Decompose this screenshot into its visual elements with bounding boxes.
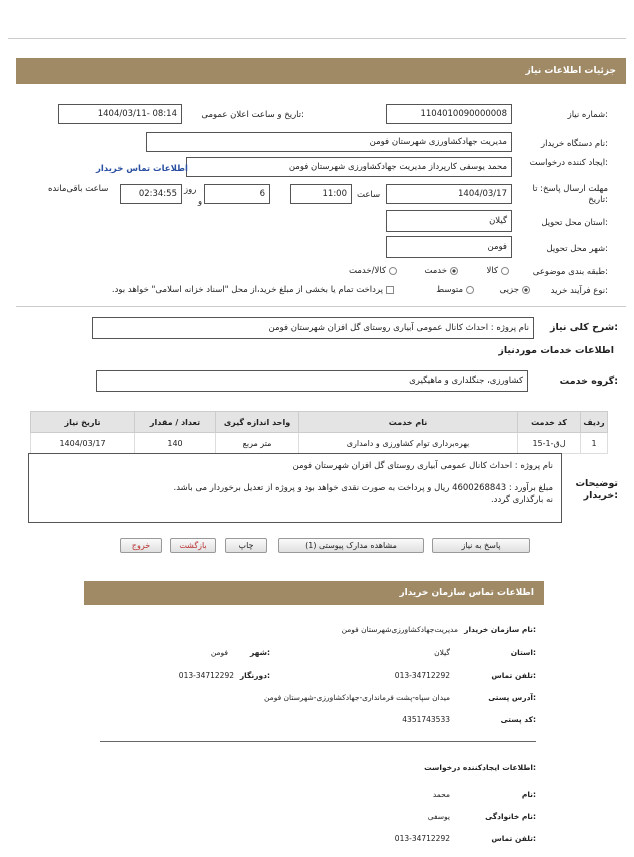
th-name: نام خدمت	[299, 412, 518, 433]
creator-title: اطلاعات ایجادکننده درخواست:	[424, 763, 536, 772]
reply-button[interactable]: پاسخ به نیاز	[432, 538, 530, 553]
divider	[16, 306, 626, 307]
process-option-medium[interactable]: متوسط	[436, 285, 474, 295]
city-label: شهر محل تحویل:	[546, 244, 608, 254]
service-group-field: کشاورزی، جنگلداری و ماهیگیری	[96, 370, 528, 392]
cell-name: بهره‌برداری توام کشاورزی و دامداری	[299, 433, 518, 454]
table-row	[31, 433, 608, 454]
need-number-field: 1104010090000008	[386, 104, 512, 124]
cell-date: 1404/03/17	[31, 433, 135, 454]
process-radio-medium[interactable]	[466, 286, 474, 294]
contact-title: اطلاعات تماس سازمان خریدار	[399, 588, 534, 598]
cell-unit: متر مربع	[216, 433, 299, 454]
need-number-label: شماره نیاز:	[567, 110, 608, 120]
province-label: استان محل تحویل:	[541, 218, 608, 228]
process-label: نوع فرآیند خرید:	[550, 286, 608, 296]
category-radio-both[interactable]	[389, 267, 397, 275]
announce-field: 1404/03/11- 08:14	[58, 104, 182, 124]
treasury-payment-checkbox[interactable]	[386, 286, 394, 294]
creator-last-name-label: نام خانوادگی:	[485, 812, 536, 821]
days-field: 6	[204, 184, 270, 204]
category-label: طبقه بندی موضوعی:	[532, 267, 608, 277]
creator-first-name: محمد	[432, 790, 450, 799]
deadline-label: مهلت ارسال پاسخ: تا تاریخ:	[532, 184, 608, 205]
contact-phone: 013-34712292	[394, 671, 450, 680]
contact-header	[84, 581, 544, 605]
th-date: تاریخ نیاز	[31, 412, 135, 433]
contact-address: میدان سپاه-پشت فرمانداری-جهادکشاورزی-شهرستان فومن	[263, 693, 450, 702]
contact-org: مدیریت‌جهادکشاورزی‌شهرستان فومن	[341, 625, 458, 634]
contact-divider	[100, 741, 536, 742]
contact-postal: 4351743533	[402, 715, 450, 724]
announce-label: تاریخ و ساعت اعلان عمومی:	[201, 110, 304, 120]
city-field: فومن	[386, 236, 512, 258]
contact-phone-label: تلفن تماس:	[491, 671, 536, 680]
time-label: ساعت	[357, 190, 381, 200]
attachments-button[interactable]: مشاهده مدارک پیوستی (1)	[278, 538, 424, 553]
services-table	[30, 411, 608, 454]
buyer-notes-line3: نه بارگذاری گردد.	[490, 495, 553, 505]
cell-code: ل‌ق-1-15	[518, 433, 581, 454]
back-button[interactable]: بازگشت	[170, 538, 216, 553]
category-option-goods[interactable]: کالا	[487, 266, 509, 276]
remaining-label: ساعت باقی‌مانده	[48, 184, 109, 194]
exit-button[interactable]: خروج	[120, 538, 162, 553]
contact-fax: 013-34712292	[178, 671, 234, 680]
days-label: روز	[184, 185, 197, 195]
days-suffix: و	[198, 197, 203, 207]
cell-qty: 140	[135, 433, 216, 454]
category-radio-goods[interactable]	[501, 267, 509, 275]
requester-field: محمد یوسفی کارپرداز مدیریت جهادکشاورزی شهرستان فومن	[186, 157, 512, 177]
buyer-notes-box	[28, 453, 562, 523]
page-title: جزئیات اطلاعات نیاز	[525, 66, 616, 76]
remaining-time-field: 02:34:55	[120, 184, 182, 204]
category-radio-service[interactable]	[450, 267, 458, 275]
services-section-title: اطلاعات خدمات موردنیاز	[498, 345, 614, 356]
th-code: کد خدمت	[518, 412, 581, 433]
category-option-service[interactable]: خدمت	[424, 266, 458, 276]
service-group-label: گروه خدمت:	[559, 376, 618, 387]
th-unit: واحد اندازه گیری	[216, 412, 299, 433]
contact-fax-label: دورنگار:	[239, 671, 270, 680]
creator-first-name-label: نام:	[521, 790, 536, 799]
contact-province: گیلان	[434, 648, 450, 657]
buyer-notes-line1: نام پروژه : احداث کانال عمومی آبیاری روستای گل افزان شهرستان فومن	[292, 461, 553, 471]
province-field: گیلان	[386, 210, 512, 232]
page-header	[16, 58, 626, 84]
treasury-payment-option[interactable]: پرداخت تمام یا بخشی از مبلغ خرید،از محل "اسناد خزانه اسلامی" خواهد بود.	[112, 285, 394, 295]
summary-label: شرح کلی نیاز:	[549, 322, 618, 333]
contact-city-label: شهر:	[250, 648, 270, 657]
contact-city: فومن	[210, 648, 228, 657]
cell-row: 1	[581, 433, 608, 454]
contact-province-label: استان:	[510, 648, 536, 657]
process-radio-minor[interactable]	[522, 286, 530, 294]
table-header-row	[31, 412, 608, 433]
deadline-date-field: 1404/03/17	[386, 184, 512, 204]
buyer-org-label: نام دستگاه خریدار:	[541, 139, 608, 149]
buyer-org-field: مدیریت جهادکشاورزی شهرستان فومن	[146, 132, 512, 152]
contact-postal-label: کد پستی:	[500, 715, 536, 724]
category-option-both[interactable]: کالا/خدمت	[349, 266, 397, 276]
requester-label: ایجاد کننده درخواست:	[529, 158, 608, 168]
contact-org-label: نام سازمان خریدار:	[464, 625, 536, 634]
contact-address-label: آدرس پستی:	[488, 693, 536, 702]
th-row: ردیف	[581, 412, 608, 433]
creator-phone: 013-34712292	[394, 834, 450, 843]
contact-info-link[interactable]: اطلاعات تماس خریدار	[96, 164, 188, 174]
creator-phone-label: تلفن تماس:	[491, 834, 536, 843]
buyer-notes-label: توضیحات خریدار:	[575, 478, 618, 501]
creator-last-name: یوسفی	[427, 812, 450, 821]
process-option-minor[interactable]: جزیی	[500, 285, 530, 295]
print-button[interactable]: چاپ	[225, 538, 267, 553]
buyer-notes-line2: مبلغ برآورد : 4600268843 ریال و پرداخت به صورت نقدی خواهد بود و پروژه از تعدیل برخوردار می باشد.	[173, 483, 553, 493]
summary-field: نام پروژه : احداث کانال عمومی آبیاری روستای گل افزان شهرستان فومن	[92, 317, 534, 339]
top-rule	[8, 38, 626, 39]
deadline-time-field: 11:00	[290, 184, 352, 204]
th-qty: تعداد / مقدار	[135, 412, 216, 433]
